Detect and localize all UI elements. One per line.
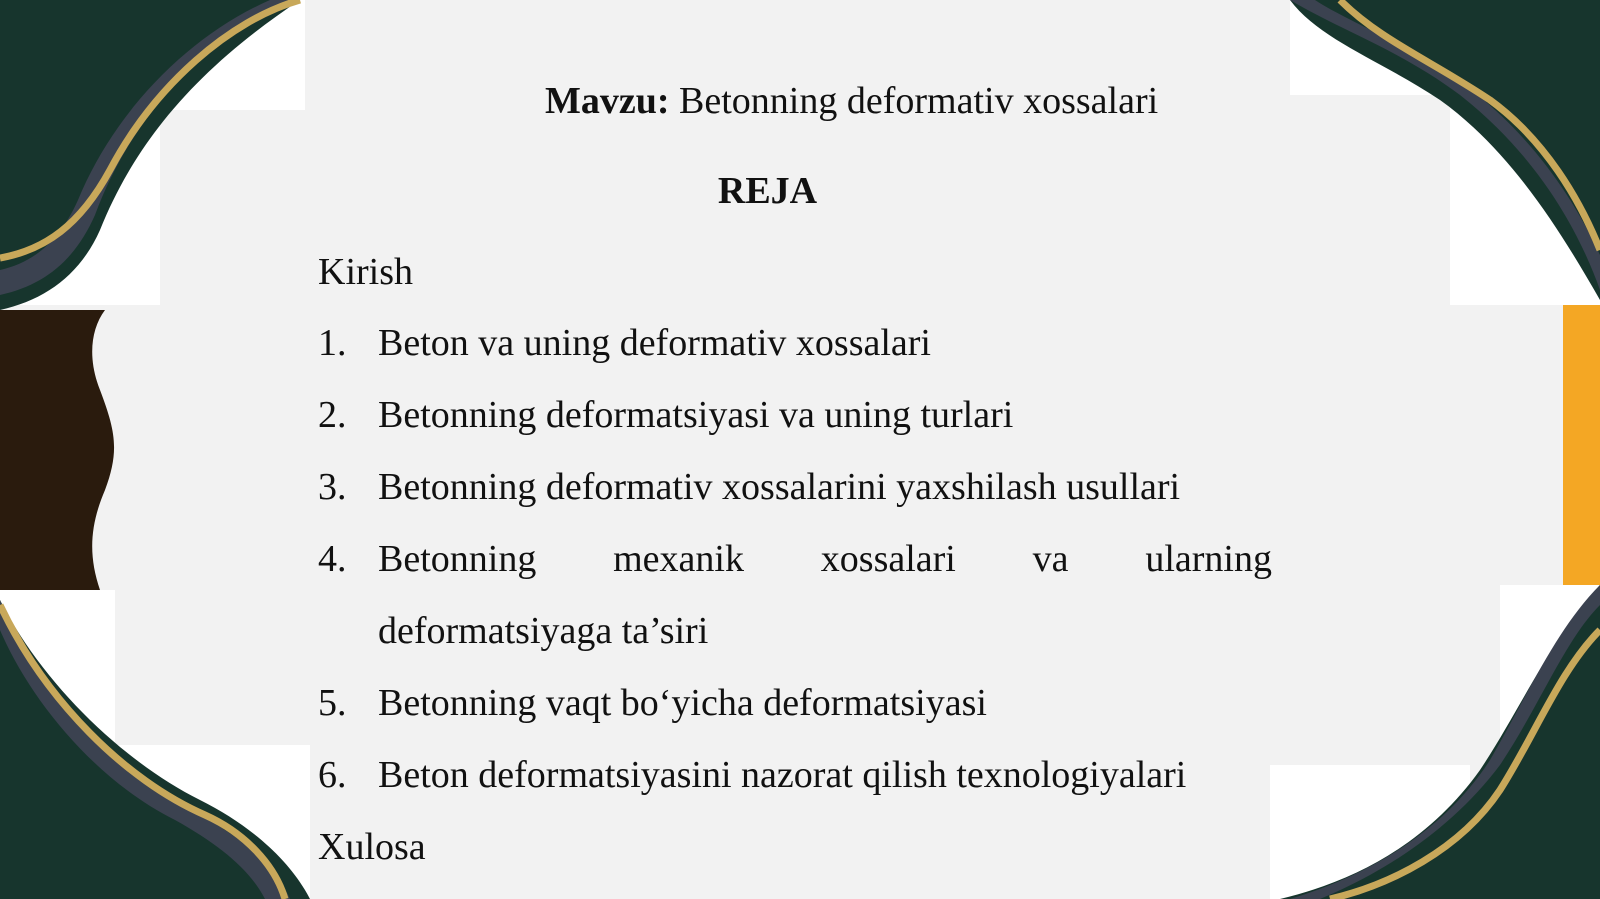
- list-item-number: 3.: [318, 466, 347, 508]
- list-item-word: ularning: [1145, 538, 1272, 580]
- list-item-word: va: [1032, 538, 1069, 580]
- list-item-word: Betonning: [378, 538, 537, 580]
- intro-item: Kirish: [318, 251, 413, 293]
- list-item-text: Beton va uning deformativ xossalari: [378, 322, 931, 364]
- plan-heading: REJA: [717, 170, 818, 212]
- list-item-word: xossalari: [820, 538, 956, 580]
- list-item-continuation: deformatsiyaga ta’siri: [378, 610, 709, 652]
- list-item-text: Betonning vaqt bo‘yicha deformatsiyasi: [378, 682, 987, 724]
- list-item-text: [378, 534, 1272, 584]
- list-item-number: 1.: [318, 322, 347, 364]
- list-item-number: 2.: [318, 394, 347, 436]
- list-item-text: Beton deformatsiyasini nazorat qilish texnologiyalari: [378, 754, 1187, 796]
- title-text: Betonning deformativ xossalari: [669, 80, 1159, 122]
- list-item-text: Betonning deformativ xossalarini yaxshilash usullari: [378, 466, 1181, 508]
- title-label: Mavzu:: [545, 80, 670, 122]
- list-item-text: Betonning deformatsiyasi va uning turlari: [378, 394, 1014, 436]
- slide-title: [545, 76, 1158, 126]
- list-item-number: 6.: [318, 754, 347, 796]
- conclusion-item: Xulosa: [318, 826, 426, 868]
- list-item-number: 4.: [318, 538, 347, 580]
- list-item-number: 5.: [318, 682, 347, 724]
- list-item-word: mexanik: [613, 538, 744, 580]
